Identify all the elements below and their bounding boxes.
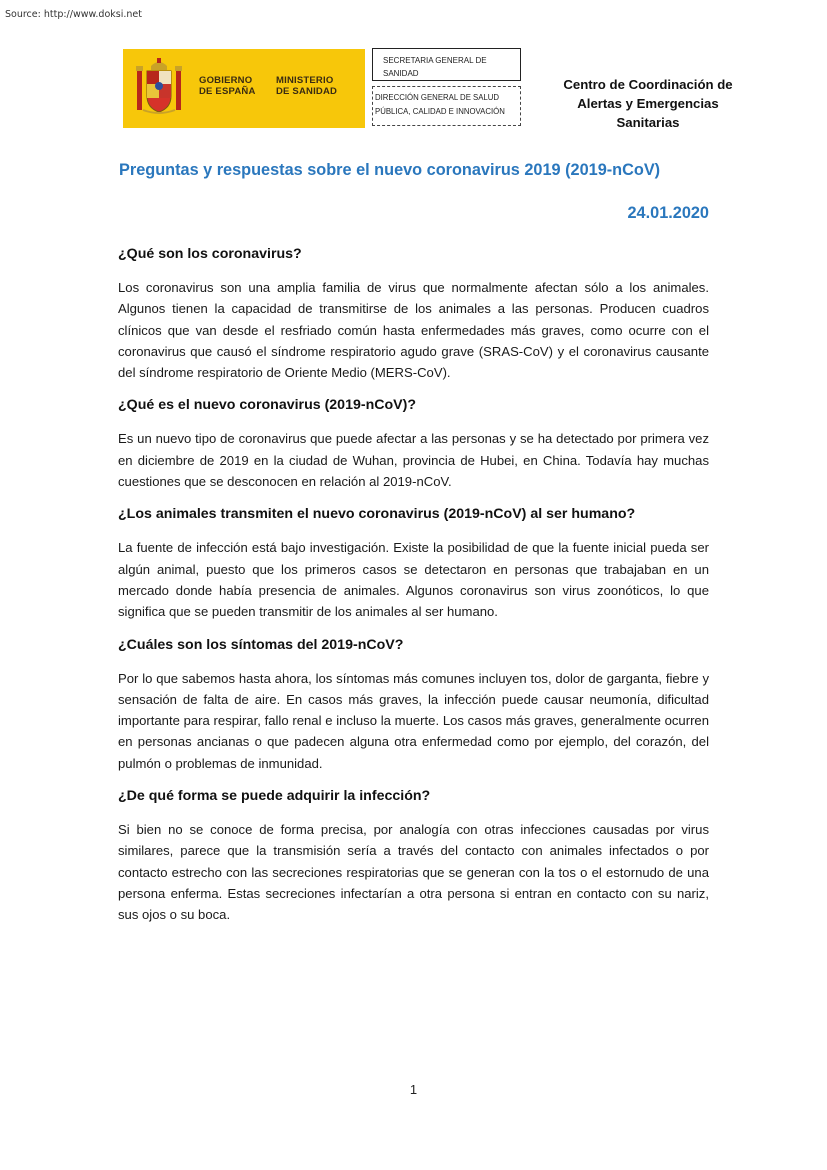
secretaria-box — [372, 48, 521, 81]
ministerio-sanidad-label: MINISTERIO DE SANIDAD — [276, 75, 338, 97]
government-logo-banner — [123, 49, 365, 128]
faq-question: ¿Cuáles son los síntomas del 2019-nCoV? — [118, 636, 404, 653]
direccion-label: DIRECCIÓN GENERAL DE SALUD PÚBLICA, CALIDAD E INNOVACIÓN — [375, 93, 505, 116]
faq-content — [118, 243, 709, 937]
faq-answer: Si bien no se conoce de forma precisa, por analogía con otras infecciones causadas por virus similares, parece que la transmisión sería a través del contacto con animales infectados o por contacto estrecho con las secreciones respiratorias que se generan con la tos o el estornudo de una persona enferma. Estas secreciones infectarían a otra persona si entran en contacto con su nariz, sus ojos o su boca. — [118, 822, 709, 923]
faq-question: ¿Qué es el nuevo coronavirus (2019-nCoV)? — [118, 397, 417, 414]
document-title: Preguntas y respuestas sobre el nuevo coronavirus 2019 (2019-nCoV) — [119, 161, 661, 179]
source-url: Source: http://www.doksi.net — [5, 9, 142, 20]
faq-answer: Los coronavirus son una amplia familia de virus que normalmente afectan sólo a los animales. Algunos tienen la capacidad de transmitirse de los animales a las personas. Producen cuadros clínicos que van desde el resfriado común hasta enfermedades más graves, como ocurre con el coronavirus que causó el síndrome respiratorio agudo grave (SRAS-CoV) y el coronavirus causante del síndrome respiratorio de Oriente Medio (MERS-CoV). — [118, 280, 709, 381]
coat-of-arms-icon — [135, 58, 183, 116]
direccion-box — [372, 86, 521, 126]
page-number: 1 — [409, 1082, 418, 1097]
document-date: 24.01.2020 — [627, 204, 709, 222]
faq-question: ¿Qué son los coronavirus? — [118, 246, 302, 262]
centro-coordinacion-label: Centro de Coordinación de Alertas y Emergencias Sanitarias — [563, 77, 733, 130]
faq-answer: La fuente de infección está bajo investigación. Existe la posibilidad de que la fuente inicial pueda ser algún animal, puesto que los primeros casos se detectaron en personas que trabajaban en un mercado donde había presencia de animales. Algunos coronavirus son virus zoonóticos, lo que significa que se pueden transmitir de los animales al ser humano. — [118, 540, 709, 620]
secretaria-label: SECRETARIA GENERAL DE SANIDAD — [383, 56, 487, 78]
faq-question: ¿De qué forma se puede adquirir la infección? — [118, 788, 431, 805]
faq-answer: Por lo que sabemos hasta ahora, los síntomas más comunes incluyen tos, dolor de garganta, fiebre y sensación de falta de aire. En casos más graves, la infección puede causar neumonía, dificultad importante para respirar, fallo renal e incluso la muerte. Los casos más graves, generalmente ocurren en personas ancianas o que padecen alguna otra enfermedad como por ejemplo, del corazón, del pulmón o problemas de inmunidad. — [118, 670, 709, 771]
faq-answer: Es un nuevo tipo de coronavirus que puede afectar a las personas y se ha detectado por primera vez en diciembre de 2019 en la ciudad de Wuhan, provincia de Hubei, en China. Todavía hay muchas cuestiones que se desconocen en relación al 2019-nCoV. — [118, 431, 709, 490]
gobierno-espana-label: GOBIERNO DE ESPAÑA — [199, 75, 256, 97]
faq-question: ¿Los animales transmiten el nuevo coronavirus (2019-nCoV) al ser humano? — [118, 506, 636, 523]
